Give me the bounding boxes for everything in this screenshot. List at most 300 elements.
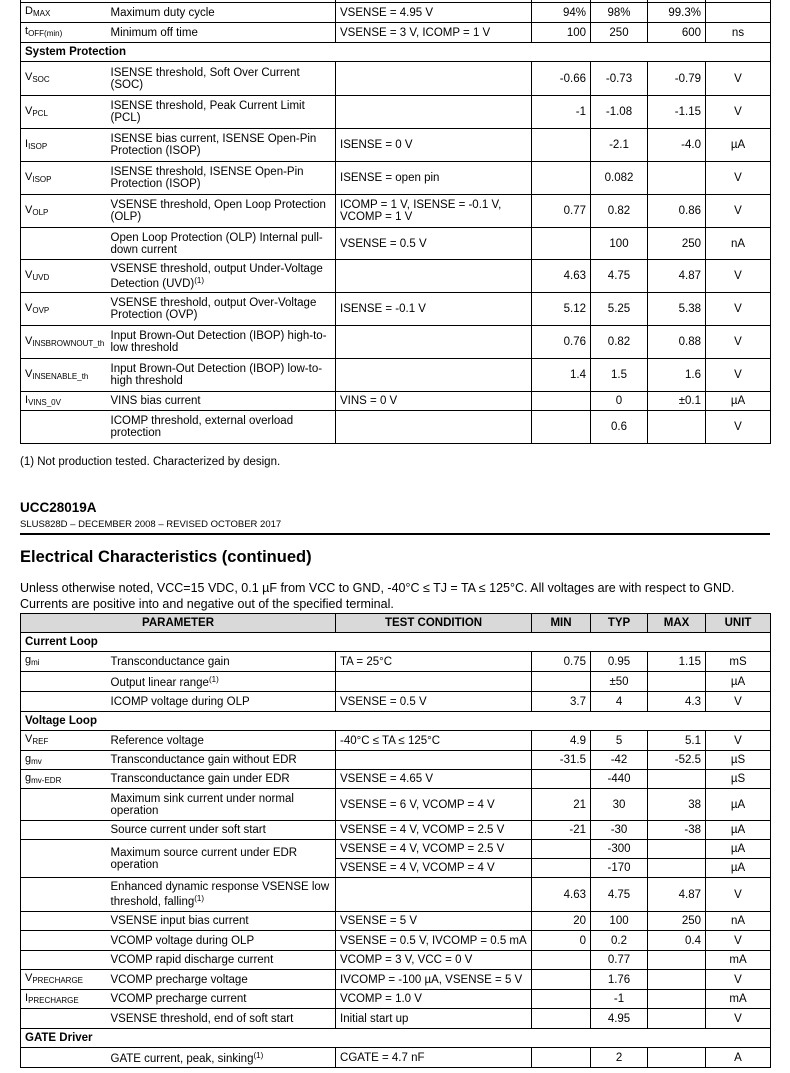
param-symbol xyxy=(21,912,107,931)
param-description: Transconductance gain xyxy=(107,652,336,672)
min-value: 21 xyxy=(532,789,591,821)
max-value xyxy=(648,672,706,692)
symbol-subscript: PRECHARGE xyxy=(32,976,84,985)
unit: nA xyxy=(706,912,771,931)
min-value xyxy=(532,228,591,260)
symbol-letter: g xyxy=(25,771,32,784)
typ-value: 30 xyxy=(591,789,648,821)
col-unit: UNIT xyxy=(706,614,771,633)
max-value xyxy=(648,951,706,970)
max-value: 0.4 xyxy=(648,931,706,951)
param-symbol xyxy=(21,392,107,411)
test-condition: VSENSE = 4.65 V xyxy=(336,770,532,789)
max-value: 600 xyxy=(648,23,706,43)
table-row xyxy=(21,931,771,951)
param-description: Output linear range$^{(1)}$ xyxy=(107,672,336,692)
typ-value: 5 xyxy=(591,731,648,751)
param-description: Maximum source current under EDR operation xyxy=(107,840,336,878)
max-value: -52.5 xyxy=(648,751,706,770)
section-title: Electrical Characteristics (continued) xyxy=(20,548,312,566)
symbol-subscript: ISOP xyxy=(32,174,52,184)
test-condition xyxy=(336,411,532,444)
min-value: 94% xyxy=(532,3,591,23)
param-description: Transconductance gain under EDR xyxy=(107,770,336,789)
test-condition: VSENSE = 0.5 V xyxy=(336,692,532,712)
param-description: VSENSE input bias current xyxy=(107,912,336,931)
min-value xyxy=(532,392,591,411)
param-description: Maximum duty cycle xyxy=(107,3,336,23)
min-value: 3.7 xyxy=(532,692,591,712)
symbol-letter: I xyxy=(25,137,29,150)
param-description: VCOMP precharge current xyxy=(107,990,336,1009)
unit: V xyxy=(706,878,771,912)
max-value: 5.1 xyxy=(648,731,706,751)
unit: V xyxy=(706,359,771,392)
param-description: VSENSE threshold, Open Loop Protection (OLP) xyxy=(107,195,336,228)
max-value: -0.79 xyxy=(648,62,706,96)
typ-value: 100 xyxy=(591,228,648,260)
document-part-number: UCC28019A xyxy=(20,500,97,515)
max-value: 250 xyxy=(648,228,706,260)
unit: µA xyxy=(706,129,771,162)
param-description: Open Loop Protection (OLP) Internal pull-down current xyxy=(107,228,336,260)
param-symbol xyxy=(21,293,107,326)
symbol-letter: V xyxy=(25,367,33,380)
typ-value: 0.6 xyxy=(591,411,648,444)
unit: µS xyxy=(706,751,771,770)
symbol-subscript: PRECHARGE xyxy=(28,995,79,1005)
table-row xyxy=(21,260,771,293)
unit: V xyxy=(706,731,771,751)
section-header: System Protection xyxy=(21,43,771,62)
max-value: -38 xyxy=(648,821,706,840)
unit: µS xyxy=(706,770,771,789)
col-typ: TYP xyxy=(591,614,648,633)
typ-value: ±50 xyxy=(591,672,648,692)
symbol-subscript: INSBROWNOUT_th xyxy=(32,338,105,348)
param-symbol xyxy=(21,23,107,43)
param-symbol xyxy=(21,990,107,1009)
test-condition: VSENSE = 4 V, VCOMP = 2.5 V xyxy=(336,840,532,859)
symbol-letter: V xyxy=(25,203,33,216)
max-value: 4.87 xyxy=(648,260,706,293)
unit: nA xyxy=(706,228,771,260)
unit: V xyxy=(706,162,771,195)
test-condition: VCOMP = 3 V, VCC = 0 V xyxy=(336,951,532,970)
test-condition: VCOMP = 1.0 V xyxy=(336,990,532,1009)
table-row xyxy=(21,43,771,62)
param-symbol xyxy=(21,789,107,821)
param-description: ISENSE threshold, ISENSE Open-Pin Protection (ISOP) xyxy=(107,162,336,195)
param-symbol xyxy=(21,878,107,912)
section-header: GATE Driver xyxy=(21,1029,771,1048)
table-row xyxy=(21,326,771,359)
max-value xyxy=(648,770,706,789)
min-value xyxy=(532,162,591,195)
table-row xyxy=(21,970,771,990)
param-description: ICOMP threshold, external overload protection xyxy=(107,411,336,444)
table-row xyxy=(21,652,771,672)
symbol-subscript: mi xyxy=(31,658,40,667)
table-row xyxy=(21,751,771,770)
param-symbol xyxy=(21,672,107,692)
test-condition: TA = 25°C xyxy=(336,652,532,672)
symbol-subscript: INSENABLE_th xyxy=(32,371,89,381)
param-symbol xyxy=(21,326,107,359)
symbol-letter: g xyxy=(25,752,32,765)
max-value: -4.0 xyxy=(648,129,706,162)
param-symbol xyxy=(21,1048,107,1068)
unit: mS xyxy=(706,652,771,672)
min-value xyxy=(532,840,591,859)
param-description: Transconductance gain without EDR xyxy=(107,751,336,770)
table-row xyxy=(21,633,771,652)
table-row xyxy=(21,692,771,712)
typ-value: 4.95 xyxy=(591,1009,648,1029)
unit: V xyxy=(706,96,771,129)
param-description: ISENSE bias current, ISENSE Open-Pin Protection (ISOP) xyxy=(107,129,336,162)
min-value: -21 xyxy=(532,821,591,840)
header-rule xyxy=(20,533,770,535)
unit: V xyxy=(706,326,771,359)
param-description: VSENSE threshold, output Under-Voltage Detection (UVD)$^{(1)}$ xyxy=(107,260,336,293)
unit: mA xyxy=(706,951,771,970)
typ-value: -2.1 xyxy=(591,129,648,162)
param-symbol xyxy=(21,731,107,751)
table-row xyxy=(21,712,771,731)
unit xyxy=(706,3,771,23)
min-value: -31.5 xyxy=(532,751,591,770)
table-row xyxy=(21,411,771,444)
conditions-paragraph: Unless otherwise noted, VCC=15 VDC, 0.1 µF from VCC to GND, -40°C ≤ TJ = TA ≤ 125°C. All voltages are with respect to GND. Currents are positive into and negative out of the specified terminal. xyxy=(20,581,735,611)
param-symbol xyxy=(21,260,107,293)
typ-value: 2 xyxy=(591,1048,648,1068)
symbol-letter: I xyxy=(25,991,29,1004)
param-symbol xyxy=(21,970,107,990)
test-condition xyxy=(336,260,532,293)
symbol-subscript: ISOP xyxy=(28,141,48,151)
test-condition xyxy=(336,751,532,770)
symbol-subscript: SOC xyxy=(32,75,50,84)
symbol-letter: V xyxy=(25,301,33,314)
param-symbol xyxy=(21,129,107,162)
document-revision: SLUS828D – DECEMBER 2008 – REVISED OCTOBER 2017 xyxy=(20,519,282,530)
min-value xyxy=(532,951,591,970)
typ-value: 0.2 xyxy=(591,931,648,951)
table-row xyxy=(21,96,771,129)
param-description: ISENSE threshold, Soft Over Current (SOC) xyxy=(107,62,336,96)
table-row xyxy=(21,293,771,326)
table-row xyxy=(21,62,771,96)
min-value: 0.75 xyxy=(532,652,591,672)
footnote-ref: (1) xyxy=(194,275,204,285)
max-value: 0.88 xyxy=(648,326,706,359)
param-symbol xyxy=(21,195,107,228)
max-value xyxy=(648,1048,706,1068)
param-description: VCOMP precharge voltage xyxy=(107,970,336,990)
test-condition: VSENSE = 4 V, VCOMP = 2.5 V xyxy=(336,821,532,840)
test-condition: VSENSE = 0.5 V, IVCOMP = 0.5 mA xyxy=(336,931,532,951)
param-symbol xyxy=(21,821,107,840)
table-row xyxy=(21,1009,771,1029)
min-value: 4.63 xyxy=(532,260,591,293)
symbol-letter: V xyxy=(25,170,33,183)
table-row xyxy=(21,228,771,260)
typ-value: -1 xyxy=(591,990,648,1009)
test-condition xyxy=(336,96,532,129)
col-parameter: PARAMETER xyxy=(21,614,336,633)
footnote: (1) Not production tested. Characterized by design. xyxy=(20,456,281,468)
typ-value: 4.75 xyxy=(591,878,648,912)
min-value xyxy=(532,411,591,444)
typ-value: 0.082 xyxy=(591,162,648,195)
unit: V xyxy=(706,931,771,951)
section-header: Voltage Loop xyxy=(21,712,771,731)
min-value: 100 xyxy=(532,23,591,43)
unit: V xyxy=(706,293,771,326)
typ-value: -440 xyxy=(591,770,648,789)
test-condition: IVCOMP = -100 µA, VSENSE = 5 V xyxy=(336,970,532,990)
symbol-letter: V xyxy=(25,104,33,117)
min-value xyxy=(532,672,591,692)
test-condition xyxy=(336,359,532,392)
unit: A xyxy=(706,1048,771,1068)
min-value: 4.9 xyxy=(532,731,591,751)
typ-value: -300 xyxy=(591,840,648,859)
test-condition xyxy=(336,326,532,359)
symbol-subscript: PCL xyxy=(32,108,48,118)
typ-value: 5.25 xyxy=(591,293,648,326)
param-description: VCOMP voltage during OLP xyxy=(107,931,336,951)
param-description: Maximum sink current under normal operation xyxy=(107,789,336,821)
table-row xyxy=(21,392,771,411)
param-description: Source current under soft start xyxy=(107,821,336,840)
param-symbol xyxy=(21,692,107,712)
max-value: 38 xyxy=(648,789,706,821)
typ-value: 4 xyxy=(591,692,648,712)
test-condition: ICOMP = 1 V, ISENSE = -0.1 V, VCOMP = 1 V xyxy=(336,195,532,228)
max-value: 5.38 xyxy=(648,293,706,326)
table-row xyxy=(21,878,771,912)
test-condition: VSENSE = 4 V, VCOMP = 4 V xyxy=(336,859,532,878)
min-value xyxy=(532,990,591,1009)
param-symbol xyxy=(21,359,107,392)
param-description: ICOMP voltage during OLP xyxy=(107,692,336,712)
unit: V xyxy=(706,970,771,990)
table-row xyxy=(21,731,771,751)
min-value xyxy=(532,970,591,990)
test-condition: VSENSE = 0.5 V xyxy=(336,228,532,260)
symbol-subscript: mv xyxy=(31,756,42,766)
max-value xyxy=(648,1009,706,1029)
typ-value: 250 xyxy=(591,23,648,43)
min-value xyxy=(532,770,591,789)
symbol-letter: V xyxy=(25,71,33,83)
param-symbol xyxy=(21,62,107,96)
typ-value: -170 xyxy=(591,859,648,878)
table-row xyxy=(21,1048,771,1068)
section-header: Current Loop xyxy=(21,633,771,652)
param-description: Minimum off time xyxy=(107,23,336,43)
table-row xyxy=(21,129,771,162)
symbol-letter: V xyxy=(25,733,33,745)
test-condition: VSENSE = 6 V, VCOMP = 4 V xyxy=(336,789,532,821)
param-description: VINS bias current xyxy=(107,392,336,411)
table-row xyxy=(21,3,771,23)
spec-table-protection xyxy=(20,0,771,444)
min-value: 4.63 xyxy=(532,878,591,912)
typ-value: 1.76 xyxy=(591,970,648,990)
table-header-row xyxy=(21,614,771,633)
param-symbol xyxy=(21,1009,107,1029)
footnote-ref: (1) xyxy=(208,675,219,684)
param-symbol xyxy=(21,751,107,770)
param-symbol xyxy=(21,228,107,260)
test-condition: CGATE = 4.7 nF xyxy=(336,1048,532,1068)
param-description: VSENSE threshold, end of soft start xyxy=(107,1009,336,1029)
table-row xyxy=(21,770,771,789)
min-value: 0.76 xyxy=(532,326,591,359)
symbol-letter: I xyxy=(25,393,29,406)
param-symbol xyxy=(21,96,107,129)
table-row xyxy=(21,672,771,692)
max-value xyxy=(648,840,706,859)
max-value: 0.86 xyxy=(648,195,706,228)
param-symbol xyxy=(21,3,107,23)
symbol-subscript: VINS_0V xyxy=(28,397,61,407)
test-condition: ISENSE = 0 V xyxy=(336,129,532,162)
symbol-subscript: mv-EDR xyxy=(31,775,62,785)
test-condition: VSENSE = 4.95 V xyxy=(336,3,532,23)
table-row xyxy=(21,359,771,392)
max-value: 1.6 xyxy=(648,359,706,392)
table-row xyxy=(21,990,771,1009)
symbol-subscript: OLP xyxy=(32,207,49,217)
max-value: 250 xyxy=(648,912,706,931)
max-value: ±0.1 xyxy=(648,392,706,411)
param-description: ISENSE threshold, Peak Current Limit (PCL) xyxy=(107,96,336,129)
typ-value: -1.08 xyxy=(591,96,648,129)
test-condition: VSENSE = 5 V xyxy=(336,912,532,931)
max-value xyxy=(648,162,706,195)
test-condition: VSENSE = 3 V, ICOMP = 1 V xyxy=(336,23,532,43)
table-row xyxy=(21,195,771,228)
symbol-letter: D xyxy=(25,5,33,17)
table-row xyxy=(21,789,771,821)
min-value xyxy=(532,859,591,878)
symbol-subscript: OFF(min) xyxy=(28,29,63,38)
footnote-ref: (1) xyxy=(253,1051,264,1060)
typ-value: -0.73 xyxy=(591,62,648,96)
max-value: -1.15 xyxy=(648,96,706,129)
typ-value: 0.82 xyxy=(591,195,648,228)
typ-value: 0 xyxy=(591,392,648,411)
param-symbol xyxy=(21,770,107,789)
table-row xyxy=(21,821,771,840)
test-condition: Initial start up xyxy=(336,1009,532,1029)
symbol-letter: g xyxy=(25,654,32,666)
param-symbol xyxy=(21,652,107,672)
unit: µA xyxy=(706,789,771,821)
unit: V xyxy=(706,411,771,444)
max-value xyxy=(648,970,706,990)
test-condition: VINS = 0 V xyxy=(336,392,532,411)
spec-table-electrical xyxy=(20,613,771,1068)
table-row xyxy=(21,162,771,195)
unit: V xyxy=(706,260,771,293)
footnote-ref: (1) xyxy=(194,894,205,903)
unit: µA xyxy=(706,821,771,840)
typ-value: 0.82 xyxy=(591,326,648,359)
param-description: Input Brown-Out Detection (IBOP) high-to-low threshold xyxy=(107,326,336,359)
table-row xyxy=(21,1029,771,1048)
symbol-subscript: OVP xyxy=(32,305,50,315)
min-value xyxy=(532,1009,591,1029)
symbol-subscript: UVD xyxy=(32,272,50,282)
param-description: VSENSE threshold, output Over-Voltage Protection (OVP) xyxy=(107,293,336,326)
param-symbol xyxy=(21,840,107,878)
col-test-condition: TEST CONDITION xyxy=(336,614,532,633)
unit: V xyxy=(706,195,771,228)
col-min: MIN xyxy=(532,614,591,633)
test-condition: ISENSE = -0.1 V xyxy=(336,293,532,326)
col-max: MAX xyxy=(648,614,706,633)
typ-value: 0.95 xyxy=(591,652,648,672)
test-condition xyxy=(336,672,532,692)
min-value: 1.4 xyxy=(532,359,591,392)
min-value xyxy=(532,1048,591,1068)
min-value: 0.77 xyxy=(532,195,591,228)
max-value: 4.87 xyxy=(648,878,706,912)
min-value: 20 xyxy=(532,912,591,931)
unit: µA xyxy=(706,859,771,878)
param-symbol xyxy=(21,411,107,444)
unit: µA xyxy=(706,392,771,411)
table-row xyxy=(21,840,771,859)
min-value: 5.12 xyxy=(532,293,591,326)
unit: µA xyxy=(706,840,771,859)
param-symbol xyxy=(21,951,107,970)
typ-value: 0.77 xyxy=(591,951,648,970)
param-symbol xyxy=(21,162,107,195)
symbol-letter: t xyxy=(25,25,29,37)
max-value: 4.3 xyxy=(648,692,706,712)
test-condition xyxy=(336,878,532,912)
test-condition: -40°C ≤ TA ≤ 125°C xyxy=(336,731,532,751)
typ-value: 1.5 xyxy=(591,359,648,392)
min-value: -1 xyxy=(532,96,591,129)
max-value: 1.15 xyxy=(648,652,706,672)
unit: V xyxy=(706,1009,771,1029)
unit: µA xyxy=(706,672,771,692)
unit: V xyxy=(706,62,771,96)
symbol-letter: V xyxy=(25,334,33,347)
max-value: 99.3% xyxy=(648,3,706,23)
min-value: -0.66 xyxy=(532,62,591,96)
symbol-subscript: REF xyxy=(32,737,49,746)
symbol-letter: V xyxy=(25,268,33,281)
unit: mA xyxy=(706,990,771,1009)
min-value xyxy=(532,129,591,162)
max-value xyxy=(648,411,706,444)
symbol-subscript: MAX xyxy=(32,9,51,18)
param-description: GATE current, peak, sinking$^{(1)}$ xyxy=(107,1048,336,1068)
typ-value: 98% xyxy=(591,3,648,23)
param-description: Input Brown-Out Detection (IBOP) low-to-high threshold xyxy=(107,359,336,392)
table-row xyxy=(21,951,771,970)
test-condition xyxy=(336,62,532,96)
unit: ns xyxy=(706,23,771,43)
